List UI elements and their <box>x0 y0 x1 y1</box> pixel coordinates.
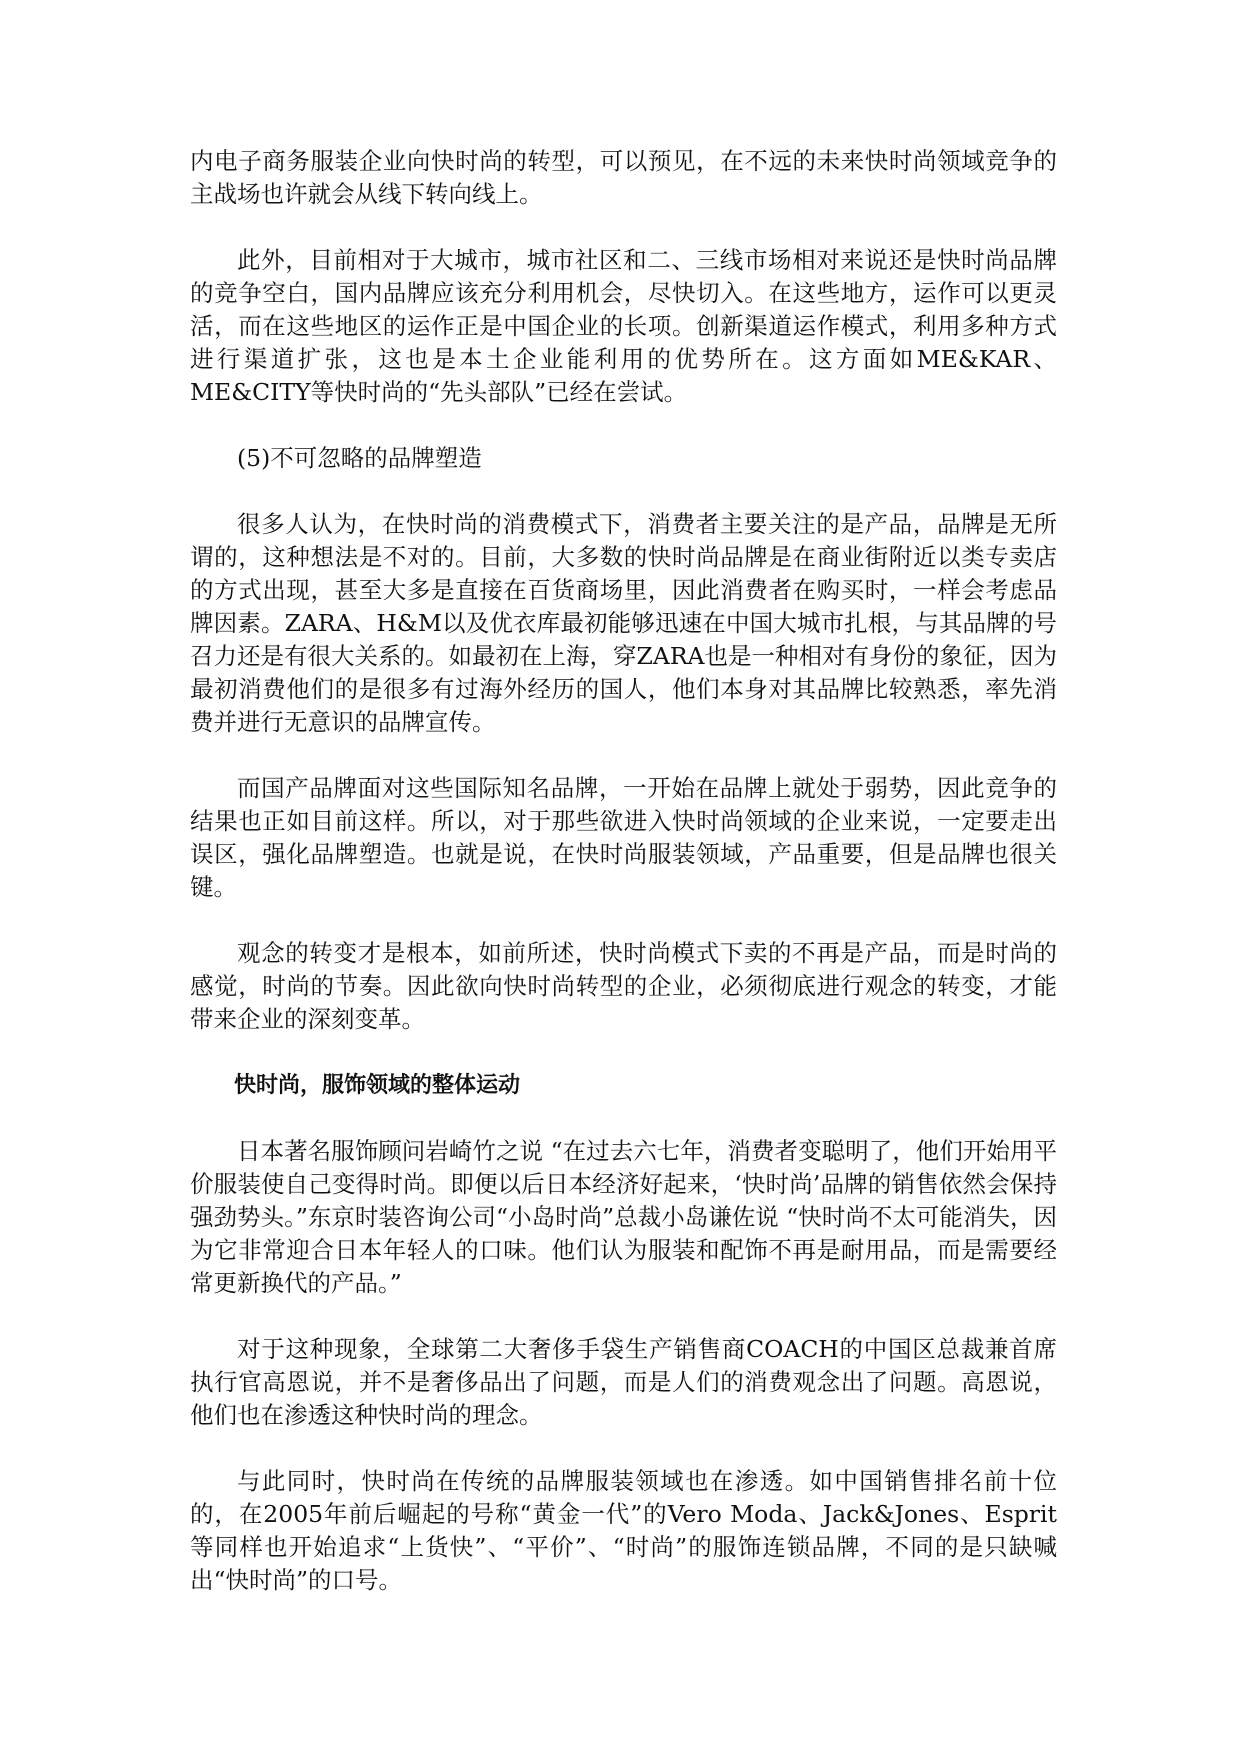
paragraph: 而国产品牌面对这些国际知名品牌，一开始在品牌上就处于弱势，因此竞争的结果也正如目前这样。所以，对于那些欲进入快时尚领域的企业来说，一定要走出误区，强化品牌塑造。也就是说，在快时尚服装领域，产品重要，但是品牌也很关键。 <box>190 774 1057 901</box>
paragraph: 日本著名服饰顾问岩崎竹之说 “在过去六七年，消费者变聪明了，他们开始用平价服装使自己变得时尚。即便以后日本经济好起来，‘快时尚’品牌的销售依然会保持强劲势头。”东京时装咨询公司“小岛时尚”总裁小岛谦佐说 “快时尚不太可能消失，因为它非常迎合日本年轻人的口味。他们认为服装和配饰不再是耐用品，而是需要经常更新换代的产品。” <box>190 1137 1057 1297</box>
paragraph: 此外，目前相对于大城市，城市社区和二、三线市场相对来说还是快时尚品牌的竞争空白，国内品牌应该充分利用机会，尽快切入。在这些地方，运作可以更灵活，而在这些地区的运作正是中国企业的长项。创新渠道运作模式，利用多种方式进行渠道扩张，这也是本土企业能利用的优势所在。这方面如ME&KAR、ME&CITY等快时尚的“先头部队”已经在尝试。 <box>190 246 1057 406</box>
paragraph: 与此同时，快时尚在传统的品牌服装领域也在渗透。如中国销售排名前十位的，在2005年前后崛起的号称“黄金一代”的Vero Moda、Jack&Jones、Esprit等同样也开始追求“上货快”、“平价”、“时尚”的服饰连锁品牌，不同的是只缺喊出“快时尚”的口号。 <box>190 1467 1057 1594</box>
document-body <box>190 145 1057 1630</box>
section-heading: 快时尚，服饰领域的整体运动 <box>234 1073 521 1098</box>
paragraph: 对于这种现象，全球第二大奢侈手袋生产销售商COACH的中国区总裁兼首席执行官高恩说，并不是奢侈品出了问题，而是人们的消费观念出了问题。高恩说，他们也在渗透这种快时尚的理念。 <box>190 1335 1057 1429</box>
paragraph: 很多人认为，在快时尚的消费模式下，消费者主要关注的是产品，品牌是无所谓的，这种想法是不对的。目前，大多数的快时尚品牌是在商业街附近以类专卖店的方式出现，甚至大多是直接在百货商场里，因此消费者在购买时，一样会考虑品牌因素。ZARA、H&M以及优衣库最初能够迅速在中国大城市扎根，与其品牌的号召力还是有很大关系的。如最初在上海，穿ZARA也是一种相对有身份的象征，因为最初消费他们的是很多有过海外经历的国人，他们本身对其品牌比较熟悉，率先消费并进行无意识的品牌宣传。 <box>190 510 1057 736</box>
paragraph: 观念的转变才是根本，如前所述，快时尚模式下卖的不再是产品，而是时尚的感觉，时尚的节奏。因此欲向快时尚转型的企业，必须彻底进行观念的转变，才能带来企业的深刻变革。 <box>190 939 1057 1033</box>
paragraph: 内电子商务服装企业向快时尚的转型，可以预见，在不远的未来快时尚领域竞争的主战场也许就会从线下转向线上。 <box>190 147 1057 208</box>
subsection-title: (5)不可忽略的品牌塑造 <box>237 444 482 472</box>
